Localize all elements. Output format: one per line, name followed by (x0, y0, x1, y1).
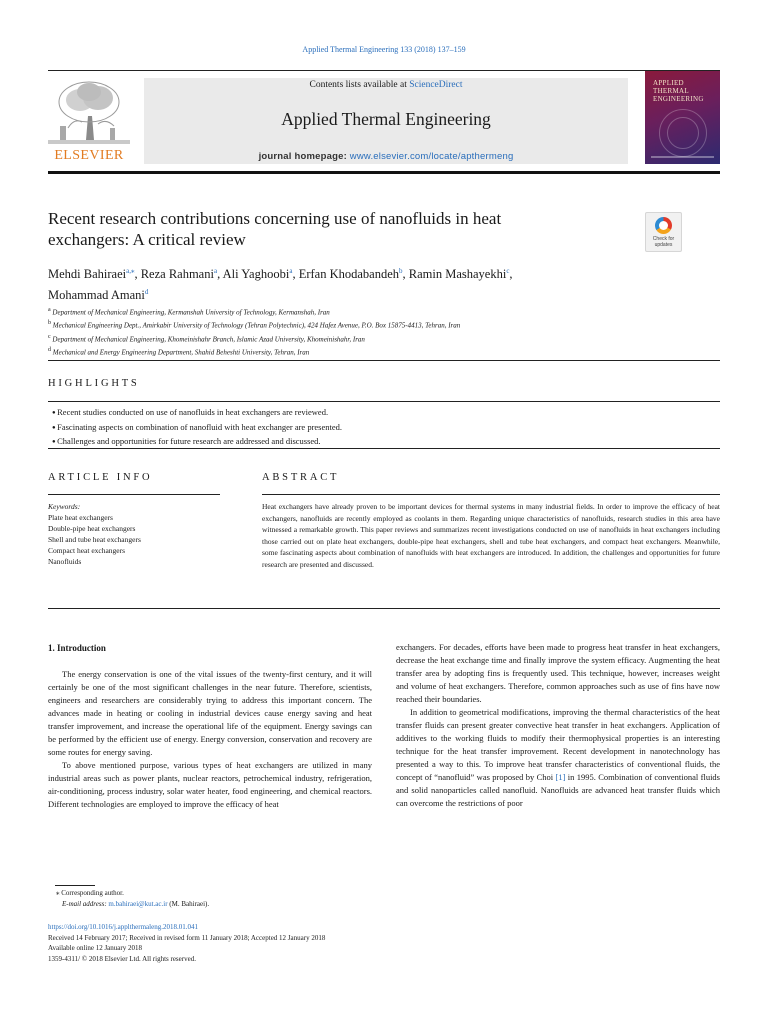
author-affiliation-mark[interactable]: a (213, 267, 218, 275)
keyword-item: Shell and tube heat exchangers (48, 535, 141, 544)
author-name[interactable]: Mehdi Bahiraei (48, 267, 127, 282)
keyword-item: Plate heat exchangers (48, 513, 113, 522)
journal-cover-image[interactable] (645, 71, 720, 164)
body-paragraph: exchangers. For decades, efforts have been made to progress heat transfer in heat exchangers, decrease the heat exchange time and finally improve the system efficacy. Augmenting the heat transfer area by adopting fins is frequently used. This technique, however, increases weight and volume of heat exchangers. Therefore, common approaches such as use of fins have now reached their boundaries. (396, 642, 720, 704)
affiliation-mark: b (48, 320, 51, 327)
cover-decoration (667, 117, 699, 149)
email-label: E-mail address: (62, 899, 109, 908)
affiliation-text: Department of Mechanical Engineering, Khomeinishahr Branch, Islamic Azad University, Khomeinishahr, Iran (52, 334, 365, 343)
divider (48, 360, 720, 361)
affiliation-text: Department of Mechanical Engineering, Kermanshah University of Technology, Kermanshah, Iran (52, 308, 330, 317)
abstract-text: Heat exchangers have already proven to be important devices for thermal systems in many industrial fields. In order to improve the efficacy of heat exchangers, nanofluids are recently employed as coolants in them. Regarding unique characteristics of nanofluids, research studies in this area have witnessed a remarkable growth. This paper reviews and summarizes recent investigations conducted on use of nanofluids in heat exchangers including those carried out on plate heat exchangers, double-pipe heat exchangers, shell and tube heat exchangers, and compact heat exchangers. Meanwhile, some fascinating aspects about combination of nanofluids with heat exchangers are introduced. In addition, the challenges and opportunities for future research are presented and discussed. (262, 502, 720, 569)
author-name[interactable]: Ali Yaghoobi (222, 267, 290, 282)
author-name[interactable]: Ramin Mashayekhi (408, 267, 507, 282)
affiliation-mark: d (48, 346, 51, 353)
author-separator: , (509, 267, 513, 282)
author-separator: , (402, 267, 409, 282)
highlights-top-rule (48, 401, 720, 402)
email-suffix: (M. Bahiraei). (167, 899, 210, 908)
header-top-rule (48, 70, 720, 71)
highlight-item: ● Challenges and opportunities for future research are addressed and discussed. (52, 435, 712, 450)
article-title (48, 208, 618, 250)
header-bottom-rule (48, 171, 720, 174)
cover-title-line: APPLIED (653, 79, 684, 87)
author-list (48, 262, 648, 304)
affiliation-item (48, 318, 688, 331)
homepage-label: journal homepage: (258, 151, 350, 162)
keyword-item: Compact heat exchangers (48, 546, 126, 555)
email-link[interactable]: m.bahiraei@kut.ac.ir (108, 899, 168, 908)
cover-title-line: THERMAL (653, 87, 689, 95)
sciencedirect-link[interactable]: ScienceDirect (409, 80, 463, 90)
reference-link[interactable]: [1] (555, 772, 566, 782)
journal-title: Applied Thermal Engineering (281, 109, 491, 129)
keywords-block (48, 501, 220, 567)
affiliation-item (48, 305, 688, 318)
highlight-item: ● Fascinating aspects on combination of nanofluid with heat exchanger are presented. (52, 421, 712, 436)
body-paragraph (396, 706, 720, 810)
body-paragraph: To above mentioned purpose, various types of heat exchangers are utilized in many industrial areas such as power plants, nuclear reactors, petrochemical industry, refrigeration, air-conditioning, process industry, solar water heater, food engineering, and chemical reactors. Different technologies are employed to improve the efficacy of heat (48, 760, 372, 809)
article-title-line: Recent research contributions concerning use of nanofluids in heat (48, 209, 502, 228)
doi-link[interactable]: https://doi.org/10.1016/j.applthermaleng.2018.01.041 (48, 923, 198, 931)
author-separator: , (292, 267, 299, 282)
author-separator: , (217, 267, 223, 282)
abstract-heading: ABSTRACT (262, 472, 340, 483)
body-text: in 1995. Combination of conventional fluids and solid nanoparticles called nanofluid. Nanofluids are advanced heat transfer fluids which can overcome the restrictions of poor (396, 772, 720, 808)
keyword-item: Nanofluids (48, 557, 82, 566)
copyright-line: 1359-4311/ © 2018 Elsevier Ltd. All rights reserved. (48, 954, 196, 963)
homepage-link[interactable]: www.elsevier.com/locate/apthermeng (349, 151, 514, 162)
affiliation-text: Mechanical Engineering Dept., Amirkabir University of Technology (Tehran Polytechnic), 424 Hafez Avenue, P.O. Box 15875-4413, Tehran, Iran (52, 321, 461, 330)
body-text: In addition to geometrical modifications, improving the thermal characteristics of the heat transfer fluids can present greater convective heat transfer in heat exchangers. Application of additives to the working fluids to modify their thermophysical properties is an interesting technique for the heat transfer improvement. Recent development in nanotechnology has presented a way to this. To improve heat transfer characteristics of conventional fluids, the concept of “nanofluid” was proposed by Choi (396, 707, 720, 782)
affiliation-mark: c (48, 333, 51, 340)
received-dates: Received 14 February 2017; Received in revised form 11 January 2018; Accepted 12 January 2018 (48, 933, 326, 942)
article-info-heading: ARTICLE INFO (48, 472, 153, 483)
article-title-line: exchangers: A critical review (48, 230, 246, 249)
affiliation-item (48, 332, 688, 345)
keyword-item: Double-pipe heat exchangers (48, 524, 136, 533)
affiliation-item (48, 345, 688, 358)
author-affiliation-mark[interactable]: d (144, 288, 149, 297)
affiliation-text: Mechanical and Energy Engineering Department, Shahid Beheshti University, Tehran, Iran (52, 348, 310, 357)
contents-line (144, 80, 628, 90)
body-column-right (396, 641, 720, 810)
highlight-item: ● Recent studies conducted on use of nanofluids in heat exchangers are reviewed. (52, 406, 712, 421)
cover-title-line: ENGINEERING (653, 95, 704, 103)
abstract-bottom-rule (48, 608, 720, 609)
contents-prefix: Contents lists available at (309, 80, 410, 90)
author-affiliation-mark[interactable]: a,⁎ (126, 267, 135, 275)
author-name[interactable]: Mohammad Amani (48, 288, 145, 303)
highlights-list (52, 406, 712, 450)
corresponding-author-note: ⁎ Corresponding author. (56, 889, 124, 897)
abstract-rule (262, 494, 720, 495)
author-name[interactable]: Reza Rahmani (140, 267, 214, 282)
affiliation-mark: a (48, 307, 51, 313)
author-separator: , (134, 267, 141, 282)
author-affiliation-mark[interactable]: a (289, 267, 293, 275)
author-affiliation-mark[interactable]: c (506, 267, 510, 275)
author-affiliation-mark[interactable]: b (399, 267, 403, 275)
introduction-heading: 1. Introduction (48, 643, 106, 653)
highlights-heading: HIGHLIGHTS (48, 378, 140, 389)
publication-info (48, 922, 548, 964)
check-for-updates-badge[interactable] (645, 212, 682, 252)
tree-icon (48, 78, 130, 148)
available-online: Available online 12 January 2018 (48, 944, 142, 952)
affiliations (48, 305, 688, 358)
check-updates-icon (655, 217, 672, 234)
journal-homepage (144, 151, 628, 162)
email-note (48, 899, 468, 910)
article-info-rule (48, 494, 220, 495)
check-updates-label: Check for updates (652, 236, 675, 248)
author-name[interactable]: Erfan Khodabandeh (298, 267, 399, 282)
journal-citation[interactable]: Applied Thermal Engineering 133 (2018) 137–159 (302, 45, 466, 54)
footnotes (48, 888, 468, 909)
footnote-rule (55, 885, 95, 886)
body-column-left (48, 668, 372, 811)
highlights-bottom-rule (48, 448, 720, 449)
elsevier-wordmark: ELSEVIER (54, 148, 124, 163)
cover-footer-bar (651, 156, 714, 158)
cover-title (653, 79, 715, 103)
keywords-label: Keywords: (48, 502, 81, 511)
body-paragraph: The energy conservation is one of the vital issues of the twenty-first century, and it will certainly be one of the most significant challenges in the near future. Therefore, scientists, engineers and researchers are considerably trying to address this important concern. The advances made in heating or cooling in industrial devices cause energy saving and heat transfer improvement, and increase the operational life of the equipment. Energy savings can be performed by the efficient use of energy. Energy conversion, conservation and recovery are some routes for energy saving. (48, 669, 372, 757)
